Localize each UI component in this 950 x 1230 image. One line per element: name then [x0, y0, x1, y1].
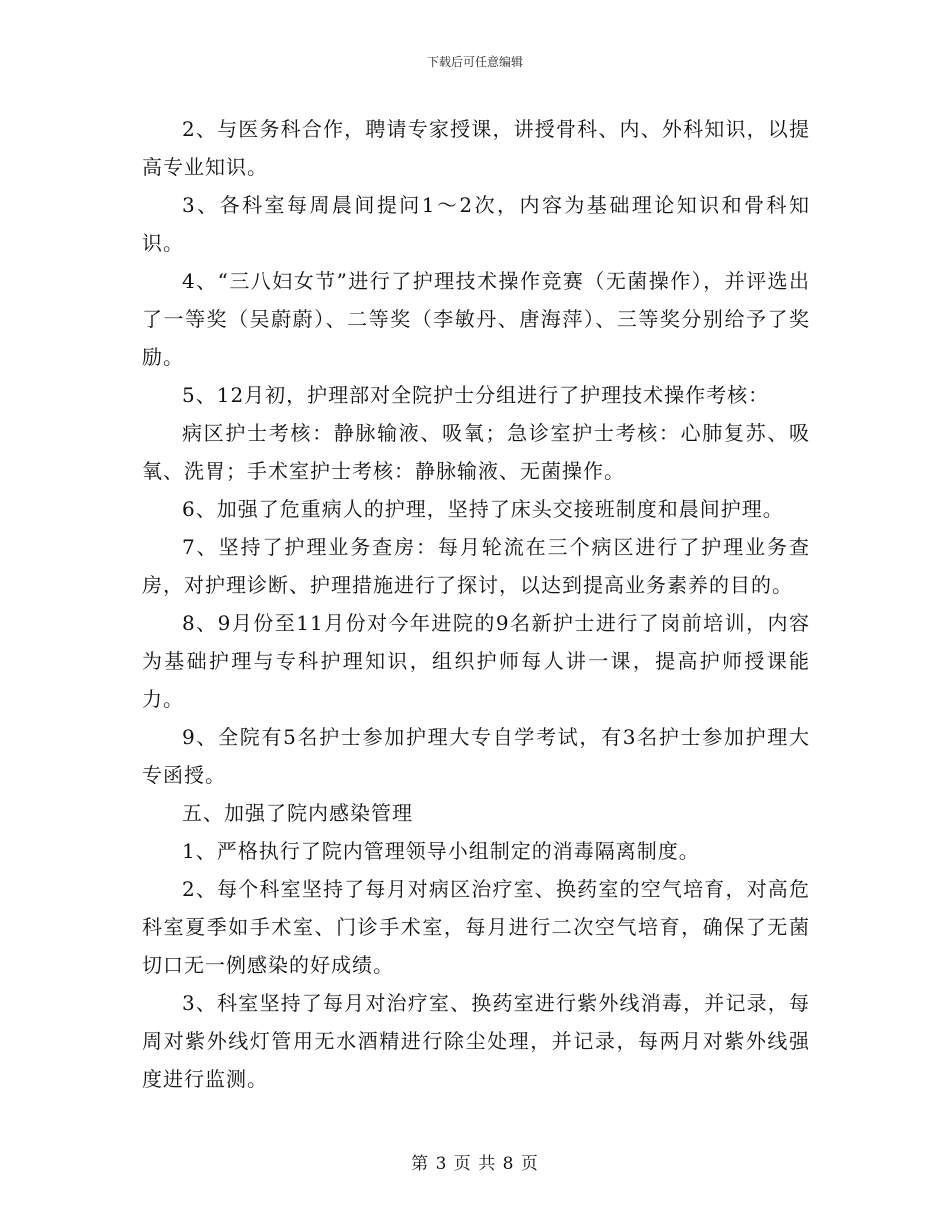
page-number: 第 3 页 共 8 页: [411, 1154, 539, 1174]
paragraph: 9、全院有5名护士参加护理大专自学考试，有3名护士参加护理大专函授。: [142, 725, 810, 787]
paragraph: 2、每个科室坚持了每月对病区治疗室、换药室的空气培育，对高危科室夏季如手术室、门诊手术室，每月进行二次空气培育，确保了无菌切口无一例感染的好成绩。: [142, 877, 810, 977]
paragraph: 4、“三八妇女节”进行了护理技术操作竞赛（无菌操作），并评选出了一等奖（吴蔚蔚）、二等奖（李敏丹、唐海萍）、三等奖分别给予了奖励。: [142, 269, 810, 369]
page-header: 下载后可任意编辑: [426, 55, 523, 69]
paragraph: 3、各科室每周晨间提问1～2次，内容为基础理论知识和骨科知识。: [142, 193, 810, 255]
paragraph: 病区护士考核：静脉输液、吸氧；急诊室护士考核：心肺复苏、吸氧、洗胃；手术室护士考核：静脉输液、无菌操作。: [142, 421, 810, 483]
paragraph: 3、科室坚持了每月对治疗室、换药室进行紫外线消毒，并记录，每周对紫外线灯管用无水酒精进行除尘处理，并记录，每两月对紫外线强度进行监测。: [142, 991, 810, 1091]
paragraph: 5、12月初，护理部对全院护士分组进行了护理技术操作考核：: [182, 383, 770, 407]
paragraph: 8、9月份至11月份对今年进院的9名新护士进行了岗前培训，内容为基础护理与专科护理知识，组织护师每人讲一课，提高护师授课能力。: [142, 611, 810, 711]
document-body: [142, 110, 810, 1098]
section-heading: 五、加强了院内感染管理: [182, 801, 413, 825]
paragraph: 1、严格执行了院内管理领导小组制定的消毒隔离制度。: [182, 839, 700, 863]
paragraph: 2、与医务科合作，聘请专家授课，讲授骨科、内、外科知识，以提高专业知识。: [142, 117, 810, 179]
paragraph: 6、加强了危重病人的护理，坚持了床头交接班制度和晨间护理。: [182, 497, 784, 521]
paragraph: 7、坚持了护理业务查房：每月轮流在三个病区进行了护理业务查房，对护理诊断、护理措施进行了探讨，以达到提高业务素养的目的。: [142, 535, 810, 597]
